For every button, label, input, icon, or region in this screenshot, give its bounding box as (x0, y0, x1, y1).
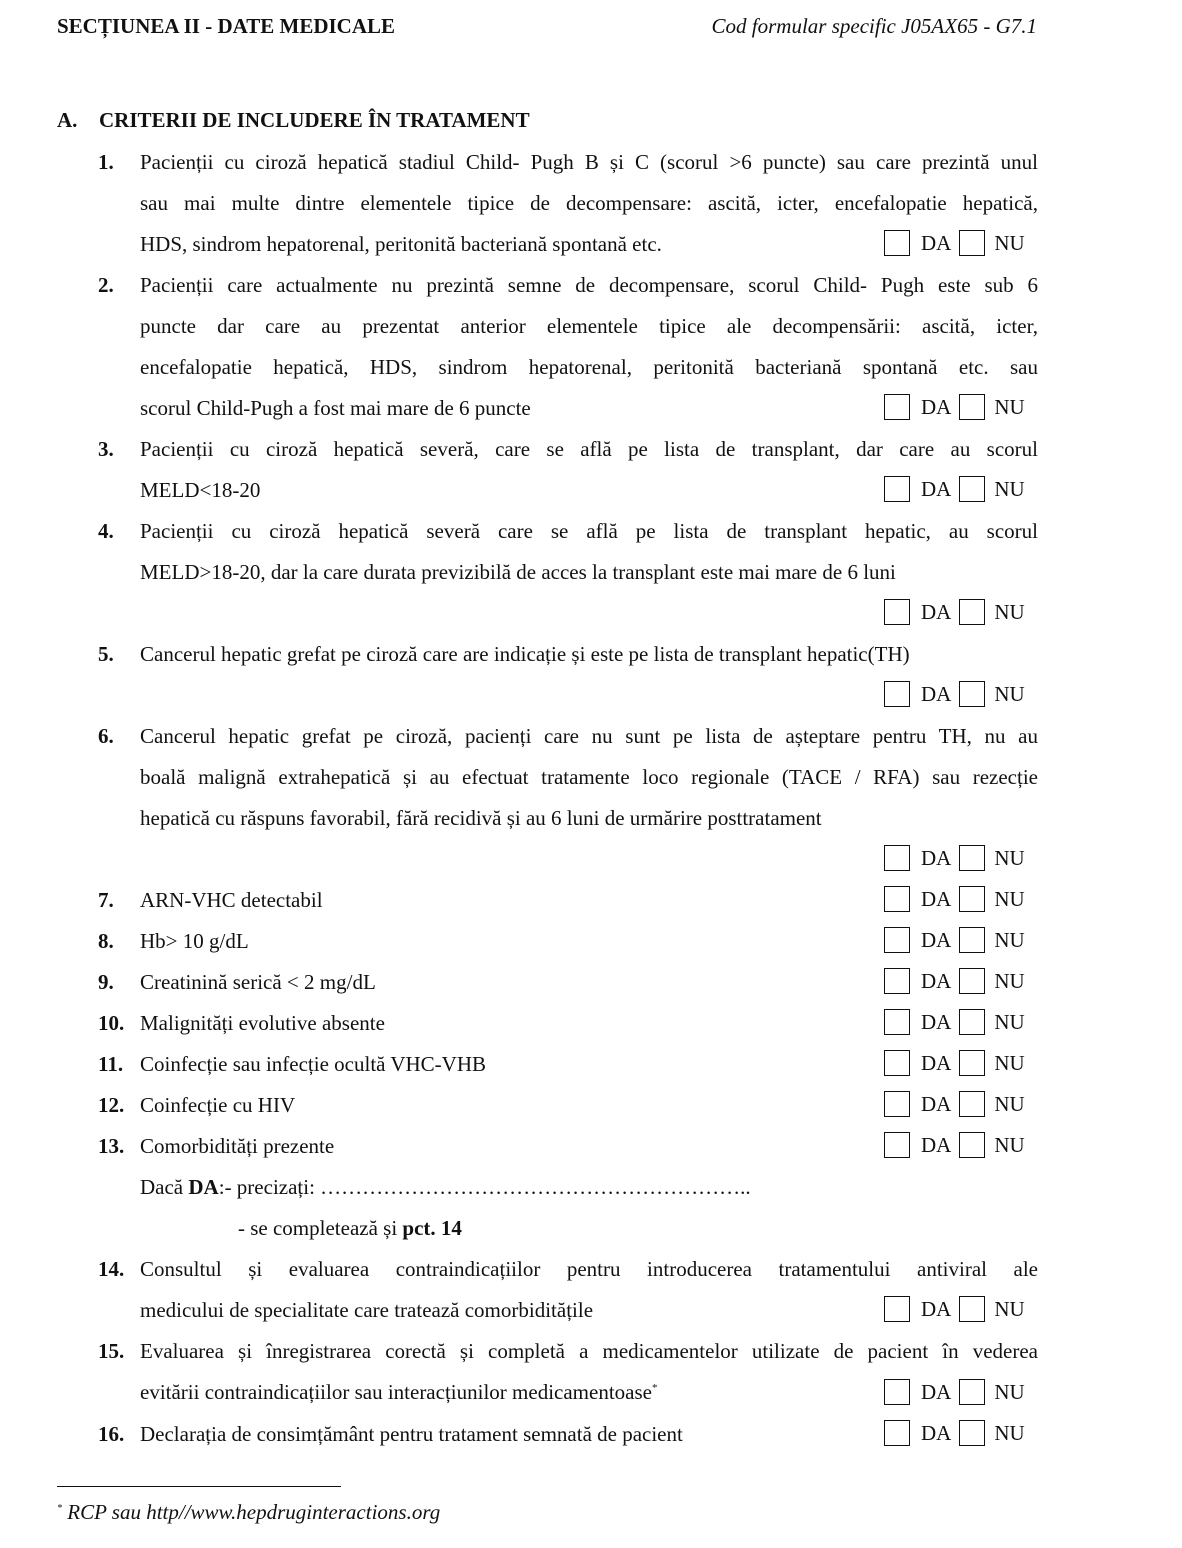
da-checkbox[interactable] (884, 681, 910, 707)
nu-label: NU (994, 886, 1025, 911)
yes-no-choice (884, 1049, 1025, 1077)
nu-label: NU (994, 681, 1025, 706)
da-checkbox[interactable] (884, 845, 910, 871)
item-number: 5. (98, 642, 114, 666)
footnote (57, 1500, 440, 1525)
da-label: DA (921, 1379, 952, 1404)
item-text-line: Consultul și evaluarea contraindicațiilor pentru introducerea tratamentului antiviral ale (140, 1257, 1038, 1281)
item-number: 12. (98, 1093, 125, 1117)
item-text-line: Pacienții cu ciroză hepatică stadiul Child- Pugh B și C (scorul >6 puncte) sau care prezintă unul (140, 150, 1038, 174)
nu-checkbox[interactable] (959, 681, 985, 707)
nu-label: NU (994, 1091, 1025, 1116)
nu-checkbox[interactable] (959, 1420, 985, 1446)
yes-no-choice (884, 1419, 1025, 1447)
section-letter: A. (57, 108, 78, 132)
item-text-line: Comorbidități prezente (140, 1134, 335, 1158)
da-label: DA (921, 1132, 952, 1157)
nu-label: NU (994, 927, 1025, 952)
item-number: 9. (98, 970, 114, 994)
item-text-line: Declarația de consimțământ pentru tratament semnată de pacient (140, 1422, 683, 1446)
item-number: 11. (98, 1052, 124, 1076)
nu-checkbox[interactable] (959, 1050, 985, 1076)
nu-checkbox[interactable] (959, 1379, 985, 1405)
item-text-line-with-footnote (140, 1380, 657, 1405)
nu-checkbox[interactable] (959, 845, 985, 871)
item-text-line: Cancerul hepatic grefat pe ciroză care are indicație și este pe lista de transplant hepatic(TH) (140, 642, 910, 666)
nu-checkbox[interactable] (959, 1132, 985, 1158)
if-bold: DA (188, 1175, 219, 1199)
item-text-line: Pacienții cu ciroză hepatică severă care se află pe lista de transplant hepatic, au scorul (140, 519, 1038, 543)
comorbidities-specify-line (140, 1175, 751, 1200)
form-code: Cod formular specific J05AX65 - G7.1 (711, 14, 1037, 38)
da-label: DA (921, 1420, 952, 1445)
item-text-line: MELD<18-20 (140, 478, 261, 502)
nu-checkbox[interactable] (959, 927, 985, 953)
da-label: DA (921, 1296, 952, 1321)
item-number: 6. (98, 724, 114, 748)
yes-no-choice (884, 393, 1025, 421)
item-number: 10. (98, 1011, 125, 1035)
item-text-line: Hb> 10 g/dL (140, 929, 249, 953)
item-text-line: Evaluarea și înregistrarea corectă și completă a medicamentelor utilizate de pacient în vederea (140, 1339, 1038, 1363)
da-label: DA (921, 476, 952, 501)
da-label: DA (921, 886, 952, 911)
item-number: 7. (98, 888, 114, 912)
nu-label: NU (994, 845, 1025, 870)
da-label: DA (921, 1009, 952, 1034)
nu-checkbox[interactable] (959, 599, 985, 625)
nu-label: NU (994, 1050, 1025, 1075)
item-number: 2. (98, 273, 114, 297)
da-checkbox[interactable] (884, 968, 910, 994)
item-text-line: HDS, sindrom hepatorenal, peritonită bacteriană spontană etc. (140, 232, 662, 256)
da-label: DA (921, 230, 952, 255)
if-label: Dacă (140, 1175, 189, 1199)
da-label: DA (921, 1050, 952, 1075)
da-label: DA (921, 394, 952, 419)
item-text-line: Coinfecție cu HIV (140, 1093, 296, 1117)
complete-point-note (238, 1216, 462, 1241)
yes-no-choice (884, 229, 1025, 257)
nu-checkbox[interactable] (959, 968, 985, 994)
nu-label: NU (994, 394, 1025, 419)
footnote-divider (57, 1486, 341, 1487)
nu-label: NU (994, 476, 1025, 501)
da-checkbox[interactable] (884, 1379, 910, 1405)
item-number: 13. (98, 1134, 125, 1158)
da-label: DA (921, 927, 952, 952)
nu-label: NU (994, 1296, 1025, 1321)
footnote-marker: * (651, 1382, 658, 1394)
yes-no-choice (884, 1378, 1025, 1406)
nu-label: NU (994, 1009, 1025, 1034)
item-text-line: sau mai multe dintre elementele tipice de decompensare: ascită, icter, encefalopatie hepatică, (140, 191, 1038, 215)
da-label: DA (921, 599, 952, 624)
da-checkbox[interactable] (884, 230, 910, 256)
item-text-line: encefalopatie hepatică, HDS, sindrom hepatorenal, peritonită bacteriană spontană etc. sau (140, 355, 1038, 379)
da-checkbox[interactable] (884, 599, 910, 625)
da-checkbox[interactable] (884, 1050, 910, 1076)
yes-no-choice (884, 680, 1025, 708)
yes-no-choice (884, 844, 1025, 872)
yes-no-choice (884, 1008, 1025, 1036)
item-text-line: Pacienții cu ciroză hepatică severă, care se află pe lista de transplant, dar care au scorul (140, 437, 1038, 461)
nu-checkbox[interactable] (959, 886, 985, 912)
item-text-line: hepatică cu răspuns favorabil, fără recidivă și au 6 luni de urmărire posttratament (140, 806, 822, 830)
item-text-line: scorul Child-Pugh a fost mai mare de 6 puncte (140, 396, 531, 420)
nu-label: NU (994, 968, 1025, 993)
yes-no-choice (884, 1295, 1025, 1323)
nu-label: NU (994, 1420, 1025, 1445)
da-checkbox[interactable] (884, 1091, 910, 1117)
item-text-line: Coinfecție sau infecție ocultă VHC-VHB (140, 1052, 487, 1076)
footnote-text: RCP sau http//www.hepdruginteractions.org (67, 1500, 441, 1524)
yes-no-choice (884, 598, 1025, 626)
nu-checkbox[interactable] (959, 476, 985, 502)
complete-prefix: - se completează și (238, 1216, 403, 1240)
da-label: DA (921, 1091, 952, 1116)
yes-no-choice (884, 475, 1025, 503)
yes-no-choice (884, 967, 1025, 995)
item-text-line: MELD>18-20, dar la care durata previzibilă de acces la transplant este mai mare de 6 luni (140, 560, 896, 584)
item-text-line: Creatinină serică < 2 mg/dL (140, 970, 376, 994)
nu-checkbox[interactable] (959, 394, 985, 420)
item-number: 4. (98, 519, 114, 543)
da-checkbox[interactable] (884, 1132, 910, 1158)
da-checkbox[interactable] (884, 1420, 910, 1446)
nu-checkbox[interactable] (959, 230, 985, 256)
item-text-line: puncte dar care au prezentat anterior elementele tipice ale decompensării: ascită, icter, (140, 314, 1038, 338)
yes-no-choice (884, 885, 1025, 913)
item-text-line: boală malignă extrahepatică și au efectuat tratamente loco regionale (TACE / RFA) sau rezecție (140, 765, 1038, 789)
da-label: DA (921, 845, 952, 870)
item-text-line: Malignități evolutive absente (140, 1011, 385, 1035)
da-checkbox[interactable] (884, 927, 910, 953)
nu-checkbox[interactable] (959, 1296, 985, 1322)
yes-no-choice (884, 1131, 1025, 1159)
item-number: 15. (98, 1339, 125, 1363)
yes-no-choice (884, 926, 1025, 954)
nu-label: NU (994, 599, 1025, 624)
section-header: SECȚIUNEA II - DATE MEDICALE (57, 14, 396, 38)
nu-label: NU (994, 1132, 1025, 1157)
da-checkbox[interactable] (884, 1296, 910, 1322)
da-label: DA (921, 681, 952, 706)
item-number: 3. (98, 437, 114, 461)
footnote-marker: * (57, 1503, 62, 1514)
item-text-line: ARN-VHC detectabil (140, 888, 323, 912)
da-label: DA (921, 968, 952, 993)
da-checkbox[interactable] (884, 476, 910, 502)
section-title: CRITERII DE INCLUDERE ÎN TRATAMENT (99, 108, 530, 132)
item-number: 14. (98, 1257, 125, 1281)
item-number: 1. (98, 150, 114, 174)
nu-checkbox[interactable] (959, 1009, 985, 1035)
da-checkbox[interactable] (884, 886, 910, 912)
nu-label: NU (994, 230, 1025, 255)
da-checkbox[interactable] (884, 1009, 910, 1035)
item-text-line: medicului de specialitate care tratează comorbiditățile (140, 1298, 594, 1322)
specify-field[interactable]: :- precizați: …………………………………………………….. (218, 1175, 751, 1199)
yes-no-choice (884, 1090, 1025, 1118)
item-text-line: Cancerul hepatic grefat pe ciroză, pacienți care nu sunt pe lista de așteptare pentru TH, nu au (140, 724, 1038, 748)
item-number: 8. (98, 929, 114, 953)
da-checkbox[interactable] (884, 394, 910, 420)
complete-bold: pct. 14 (402, 1216, 462, 1240)
item-text-line: evitării contraindicațiilor sau interacțiunilor medicamentoase (140, 1380, 652, 1404)
nu-checkbox[interactable] (959, 1091, 985, 1117)
nu-label: NU (994, 1379, 1025, 1404)
item-number: 16. (98, 1422, 125, 1446)
item-text-line: Pacienții care actualmente nu prezintă semne de decompensare, scorul Child- Pugh este sub 6 (140, 273, 1038, 297)
